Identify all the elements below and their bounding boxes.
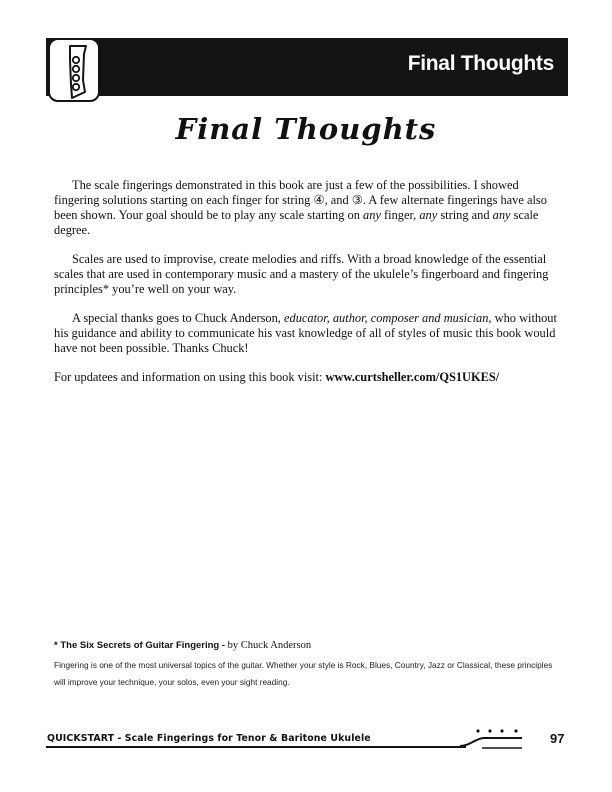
body-text <box>54 178 560 399</box>
paragraph-text: string and <box>437 208 493 222</box>
paragraph-text: For updatees and information on using this book visit: <box>54 370 326 384</box>
website-link[interactable]: www.curtsheller.com/QS1UKES/ <box>325 370 500 384</box>
paragraph-text: A special thanks goes to Chuck Anderson, <box>72 311 284 325</box>
paragraph-text: finger, <box>380 208 420 222</box>
page-title: Final Thoughts <box>175 112 437 146</box>
footer-label: QUICKSTART - Scale Fingerings for Tenor & Baritone Ukulele <box>47 733 371 744</box>
section-title: Final Thoughts <box>407 52 554 75</box>
footnote-text: Fingering is one of the most universal topics of the guitar. Whether your style is Rock, Blues, Country, Jazz or Classical, these principles will improve your technique, your solos, even your sight reading. <box>54 660 553 687</box>
emphasis: any <box>492 208 511 222</box>
paragraph-text: who without his guidance and ability to communicate his vast knowledge of all of styles of music this book would have not been possible. Thanks Chuck! <box>54 311 557 355</box>
emphasis: any <box>419 208 438 222</box>
paragraph-text: scale degree. <box>54 208 539 237</box>
paragraph-text: The scale fingerings demonstrated in this book are just a few of the possibilities. I showed fingering solutions starting on each finger for string ④, and ③. A few alternate fingerings have also been shown. Your goal should be to play any scale starting on <box>54 178 547 222</box>
paragraph-updates <box>54 370 560 385</box>
paragraph-fingerings <box>54 178 560 238</box>
footnote-title: * The Six Secrets of Guitar Fingering - <box>54 640 228 651</box>
page-number: 97 <box>550 731 565 746</box>
ukulele-headstock-icon <box>48 38 100 102</box>
footnote-author: by Chuck Anderson <box>227 640 312 651</box>
paragraph-scales: Scales are used to improvise, create melodies and riffs. With a broad knowledge of the essential scales that are used in contemporary music and a mastery of the ukulele’s fingerboard and fingering principles* you’re well on your way. <box>54 252 549 296</box>
ukulele-neck-icon <box>458 724 528 759</box>
emphasis: educator, author, composer and musician, <box>284 311 492 325</box>
emphasis: any <box>363 208 381 222</box>
paragraph-thanks <box>54 311 560 356</box>
footnote-heading <box>54 640 564 651</box>
footnote <box>54 640 564 691</box>
footer-divider <box>46 746 466 748</box>
